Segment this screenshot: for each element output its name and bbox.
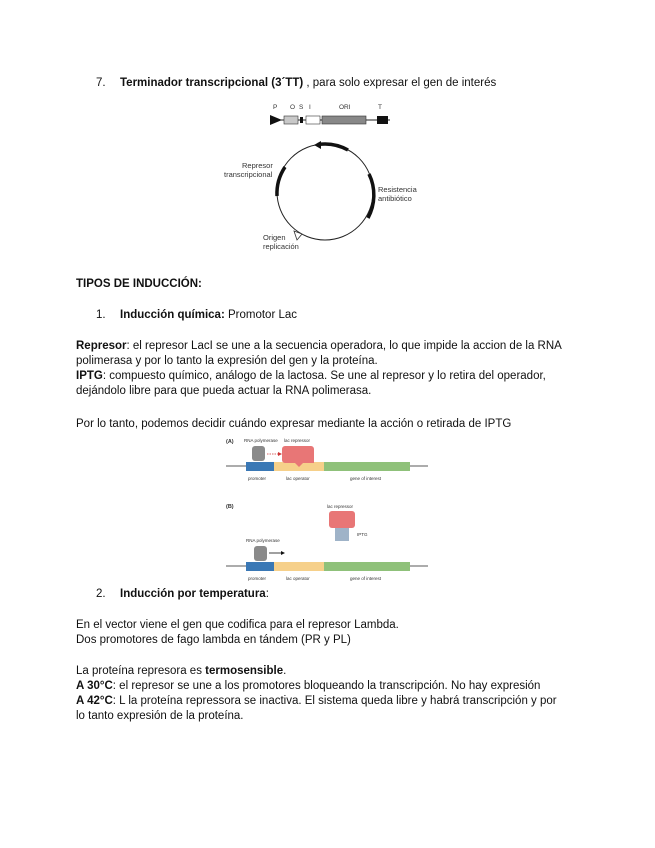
item-7-bold: Terminador transcripcional (3´TT) bbox=[120, 77, 304, 89]
temp42-bold: A 42°C bbox=[76, 695, 113, 707]
panel-a-repressor-label: lac repressor bbox=[284, 438, 311, 443]
panel-a-polymerase bbox=[252, 446, 265, 461]
panel-b-operator-label: lac operator bbox=[286, 576, 310, 581]
panel-a-promoter bbox=[246, 462, 274, 471]
panel-b-promoter-label: promoter bbox=[248, 576, 267, 581]
panel-a-gene bbox=[324, 462, 410, 471]
item-7-text: , para solo expresar el gen de interés bbox=[303, 77, 497, 89]
panel-b-promoter bbox=[246, 562, 274, 571]
represor-line-2: polimerasa y por lo tanto la expresión del gen y la proteína. bbox=[76, 355, 378, 367]
item-1 bbox=[96, 308, 297, 323]
item-2-text: : bbox=[265, 588, 269, 600]
panel-a-promoter-label: promoter bbox=[248, 476, 267, 481]
panel-a-label: (A) bbox=[226, 439, 234, 445]
repressor-arc bbox=[277, 167, 285, 196]
iptg-line-2: dejándolo libre para que pueda actuar la RNA polimerasa. bbox=[76, 385, 372, 397]
item-7 bbox=[96, 76, 496, 91]
lambda-line-2: Dos promotores de fago lambda en tándem (PR y PL) bbox=[76, 634, 351, 646]
temp42-line-2: lo tanto expresión de la proteína. bbox=[76, 710, 244, 722]
lac-operon-figure bbox=[222, 434, 437, 582]
represor-line-1: : el represor LacI se une a la secuencia operadora, lo que impide la accion de la RNA bbox=[126, 340, 562, 352]
map-label-ori: ORI bbox=[339, 104, 351, 111]
panel-b-operator bbox=[274, 562, 324, 571]
panel-a-gene-label: gene of interest bbox=[350, 476, 382, 481]
terminator-block bbox=[377, 116, 388, 124]
plasmid-figure bbox=[218, 100, 417, 260]
linear-map bbox=[270, 115, 390, 125]
operator-block bbox=[284, 116, 298, 124]
lambda-paragraph bbox=[76, 618, 399, 648]
panel-b-gene bbox=[324, 562, 410, 571]
temp30-bold: A 30°C bbox=[76, 680, 113, 692]
insert-arc bbox=[318, 144, 348, 150]
represor-bold: Represor bbox=[76, 340, 127, 352]
temperature-paragraph bbox=[76, 664, 596, 724]
item-1-number: 1. bbox=[96, 309, 106, 321]
panel-b-polymerase bbox=[254, 546, 267, 561]
panel-b-iptg bbox=[335, 528, 349, 541]
rbs-block bbox=[300, 117, 303, 123]
panel-b-transcription-arrow bbox=[281, 551, 285, 555]
panel-b-repressor bbox=[329, 511, 355, 528]
termo-bold: termosensible bbox=[205, 665, 284, 677]
label-represor: Represor bbox=[242, 161, 273, 170]
panel-b-repressor-label: lac repressor bbox=[327, 504, 354, 509]
termo-suffix: . bbox=[283, 665, 287, 677]
label-replicacion: replicación bbox=[263, 242, 299, 251]
iptg-line-1: : compuesto químico, análogo de la lactosa. Se une al represor y lo retira del operador, bbox=[102, 370, 546, 382]
map-label-o: O bbox=[290, 104, 296, 111]
temp42-line-1: : L la proteína repressora se inactiva. El sistema queda libre y habrá transcripción y por bbox=[112, 695, 557, 707]
insert-block bbox=[306, 116, 320, 124]
map-label-i: I bbox=[309, 104, 311, 111]
item-1-bold: Inducción química: bbox=[120, 309, 225, 321]
section-title: TIPOS DE INDUCCIÓN: bbox=[76, 278, 202, 290]
item-2 bbox=[96, 587, 269, 602]
lambda-line-1: En el vector viene el gen que codifica para el represor Lambda. bbox=[76, 619, 399, 631]
item-1-text: Promotor Lac bbox=[224, 309, 298, 321]
item-2-number: 2. bbox=[96, 588, 106, 600]
map-label-p: P bbox=[273, 104, 278, 111]
label-origen: Origen bbox=[263, 233, 286, 242]
label-resistencia: Resistencia bbox=[378, 185, 417, 194]
panel-b-polymerase-label: RNA polymerase bbox=[246, 538, 280, 543]
panel-b-label: (B) bbox=[226, 504, 234, 510]
label-antibiotico: antibiótico bbox=[378, 194, 412, 203]
label-transcripcional: transcripcional bbox=[224, 170, 273, 179]
map-label-t: T bbox=[378, 104, 382, 111]
item-2-bold: Inducción por temperatura bbox=[120, 588, 266, 600]
panel-b-iptg-label: IPTG bbox=[357, 532, 368, 537]
direction-arrow bbox=[314, 141, 321, 149]
promoter-arrow bbox=[270, 115, 282, 125]
por-lo-tanto-text: Por lo tanto, podemos decidir cuándo expresar mediante la acción o retirada de IPTG bbox=[76, 418, 512, 430]
map-label-s: S bbox=[299, 104, 304, 111]
represor-paragraph bbox=[76, 339, 596, 399]
temp30-text: : el represor se une a los promotores bloqueando la transcripción. No hay expresión bbox=[112, 680, 541, 692]
ori-block bbox=[322, 116, 366, 124]
panel-b-gene-label: gene of interest bbox=[350, 576, 382, 581]
item-7-number: 7. bbox=[96, 77, 106, 89]
termo-prefix: La proteína represora es bbox=[76, 665, 206, 677]
origin-arrow bbox=[294, 231, 302, 240]
panel-a-polymerase-label: RNA polymerase bbox=[244, 438, 278, 443]
plasmid-circle bbox=[277, 144, 373, 240]
panel-a-operator-label: lac operator bbox=[286, 476, 310, 481]
iptg-bold: IPTG bbox=[76, 370, 103, 382]
